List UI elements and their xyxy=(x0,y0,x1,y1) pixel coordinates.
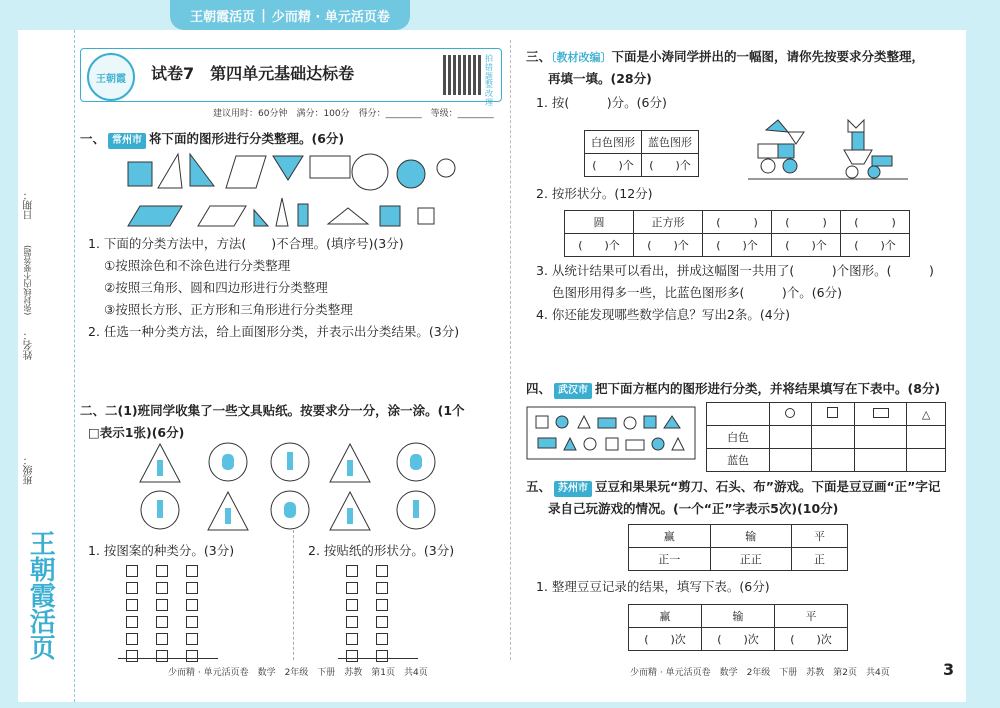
shape-triangle xyxy=(273,156,303,180)
q4-table: △ 白色 蓝色 xyxy=(706,402,946,472)
brand-logo: 王朝霞 xyxy=(87,53,135,101)
tangram-picture xyxy=(748,118,908,182)
q1-shapes xyxy=(118,148,498,228)
q2-divider xyxy=(293,530,294,660)
q2-1: 1. 按图案的种类分。(3分) xyxy=(88,543,235,558)
baseline xyxy=(338,658,418,659)
shape-triangle xyxy=(254,210,268,226)
q3-table-shape: 圆 正方形 ( ) ( ) ( ) ( )个 ( )个 ( )个 ( )个 ( )个 xyxy=(564,210,910,257)
region-tag: 常州市 xyxy=(108,133,146,149)
banner-sep: | xyxy=(261,7,266,23)
answer-cell[interactable]: ( )个 xyxy=(841,234,910,257)
answer-cell[interactable] xyxy=(770,426,811,449)
side-brand-logo: 王朝霞活页 xyxy=(25,530,56,660)
q3-3b: 色图形用得多一些，比蓝色图形多( )个。(6分) xyxy=(552,285,842,300)
q2-stickers xyxy=(138,440,458,534)
answer-column[interactable] xyxy=(186,565,198,667)
shape-rectangle xyxy=(298,204,308,226)
answer-cell[interactable]: ( )个 xyxy=(772,234,841,257)
page-number: 3 xyxy=(943,660,955,679)
pencil-icon xyxy=(287,452,293,470)
q4-shape-box xyxy=(526,406,698,462)
triangle-icon: △ xyxy=(921,407,931,421)
rectangle-icon xyxy=(873,408,889,418)
owl-icon xyxy=(222,454,234,470)
q1-option-3: ③按照长方形、正方形和三角形进行分类整理 xyxy=(104,302,353,317)
owl-icon xyxy=(284,502,296,518)
answer-cell[interactable]: ( )个 xyxy=(642,154,699,177)
shape-square xyxy=(418,208,434,224)
shape-circle xyxy=(352,154,388,190)
q2-line2: □表示1张)(6分) xyxy=(88,425,185,440)
qr-label: 拍错题整改理 xyxy=(485,54,493,107)
answer-cell[interactable]: ( )个 xyxy=(703,234,772,257)
q1-1: 1. 下面的分类方法中，方法( )不合理。(填序号)(3分) xyxy=(88,236,404,251)
shape-square xyxy=(128,162,152,186)
shape-triangle xyxy=(276,198,288,226)
answer-cell[interactable] xyxy=(854,449,906,472)
q5-1: 1. 整理豆豆记录的结果，填写下表。(6分) xyxy=(536,579,770,594)
shape-triangle xyxy=(190,154,214,186)
q1-heading: 一、 常州市 将下面的图形进行分类整理。(6分) xyxy=(80,130,344,149)
pencil-icon xyxy=(157,500,163,518)
column-divider xyxy=(510,40,511,660)
shape-circle xyxy=(437,159,455,177)
shape-parallelogram xyxy=(226,156,266,188)
answer-cell[interactable]: ( )次 xyxy=(702,628,775,651)
qr-code-icon[interactable] xyxy=(443,55,483,95)
q4-heading: 四、 武汉市 把下面方框内的图形进行分类，并将结果填写在下表中。(8分) xyxy=(526,380,940,399)
answer-column[interactable] xyxy=(126,565,138,667)
answer-column[interactable] xyxy=(156,565,168,667)
answer-cell[interactable]: ( )个 xyxy=(585,154,642,177)
pencil-icon xyxy=(413,500,419,518)
shape-square xyxy=(380,206,400,226)
region-tag: 苏州市 xyxy=(554,481,592,497)
pencil-icon xyxy=(157,460,163,476)
pencil-icon xyxy=(347,508,353,524)
answer-cell[interactable]: ( )个 xyxy=(565,234,634,257)
seal-note: (弥封线内不要答题) xyxy=(23,245,32,316)
shape-parallelogram xyxy=(128,206,182,226)
exam-header xyxy=(80,48,502,107)
q1-2: 2. 任选一种分类方法，给上面图形分类，并表示出分类结果。(3分) xyxy=(88,324,460,339)
q5-result-table: 赢 输 平 ( )次 ( )次 ( )次 xyxy=(628,604,848,651)
square-icon xyxy=(827,407,838,418)
answer-cell[interactable] xyxy=(811,426,854,449)
answer-cell[interactable]: ( )次 xyxy=(775,628,848,651)
q5-heading: 五、 苏州市 豆豆和果果玩“剪刀、石头、布”游戏。下面是豆豆画“正”字记 xyxy=(526,478,940,497)
answer-column[interactable] xyxy=(346,565,358,667)
q5-heading-2: 录自己玩游戏的情况。(一个“正”字表示5次)(10分) xyxy=(548,501,839,516)
q2-2: 2. 按贴纸的形状分。(3分) xyxy=(308,543,455,558)
baseline xyxy=(118,658,218,659)
circle-icon xyxy=(785,408,795,418)
answer-cell[interactable] xyxy=(770,449,811,472)
owl-icon xyxy=(410,454,422,470)
shape-rectangle xyxy=(310,156,350,178)
answer-cell[interactable] xyxy=(907,426,946,449)
exam-meta: 建议用时：60分钟 满分：100分 得分：________ 等级：________ xyxy=(213,109,494,119)
answer-column[interactable] xyxy=(376,565,388,667)
class-label: 班级： xyxy=(24,455,35,485)
shape-parallelogram xyxy=(198,206,246,226)
q3-heading-2: 再填一填。(28分) xyxy=(548,71,652,86)
answer-cell[interactable] xyxy=(907,449,946,472)
top-banner xyxy=(170,0,410,30)
banner-series: 少而精 · 单元活页卷 xyxy=(271,9,390,25)
left-footer: 少而精 · 单元活页卷 数学 2年级 下册 苏教 第1页 共4页 xyxy=(168,668,428,678)
q3-1: 1. 按( )分。(6分) xyxy=(536,95,667,110)
sheet xyxy=(18,30,966,702)
right-footer: 少而精 · 单元活页卷 数学 2年级 下册 苏教 第2页 共4页 xyxy=(630,668,890,678)
q2-line1: 二、二(1)班同学收集了一些文具贴纸。按要求分一分，涂一涂。(1个 xyxy=(80,403,465,418)
answer-cell[interactable] xyxy=(854,426,906,449)
q3-table-color: 白色图形 蓝色图形 ( )个 ( )个 xyxy=(584,130,699,177)
binding-sidebar xyxy=(18,30,75,702)
exam-title: 试卷7 第四单元基础达标卷 xyxy=(151,64,355,83)
answer-cell[interactable]: ( )次 xyxy=(629,628,702,651)
q1-option-2: ②按照三角形、圆和四边形进行分类整理 xyxy=(104,280,328,295)
name-label: 姓名： xyxy=(24,330,35,360)
answer-cell[interactable] xyxy=(811,449,854,472)
textbook-tag: 〔教材改编〕 xyxy=(551,51,612,64)
q1-option-1: ①按照涂色和不涂色进行分类整理 xyxy=(104,258,291,273)
date-label: 日期： xyxy=(24,190,35,220)
q5-record-table: 赢 输 平 正一 正正 正 xyxy=(628,524,848,571)
q3-4: 4. 你还能发现哪些数学信息？写出2条。(4分) xyxy=(536,307,791,322)
pencil-icon xyxy=(225,508,231,524)
q3-heading: 三、〔教材改编〕下面是小涛同学拼出的一幅图，请你先按要求分类整理， xyxy=(526,49,925,64)
pencil-icon xyxy=(347,460,353,476)
shape-triangle xyxy=(158,154,182,188)
shape-circle xyxy=(397,160,425,188)
banner-brand: 王朝霞活页 xyxy=(190,9,256,25)
region-tag: 武汉市 xyxy=(554,383,592,399)
q3-3a: 3. 从统计结果可以看出，拼成这幅图一共用了( )个图形。( ) xyxy=(536,263,934,278)
answer-cell[interactable]: ( )个 xyxy=(634,234,703,257)
q3-2: 2. 按形状分。(12分) xyxy=(536,186,653,201)
shape-triangle xyxy=(328,208,368,224)
